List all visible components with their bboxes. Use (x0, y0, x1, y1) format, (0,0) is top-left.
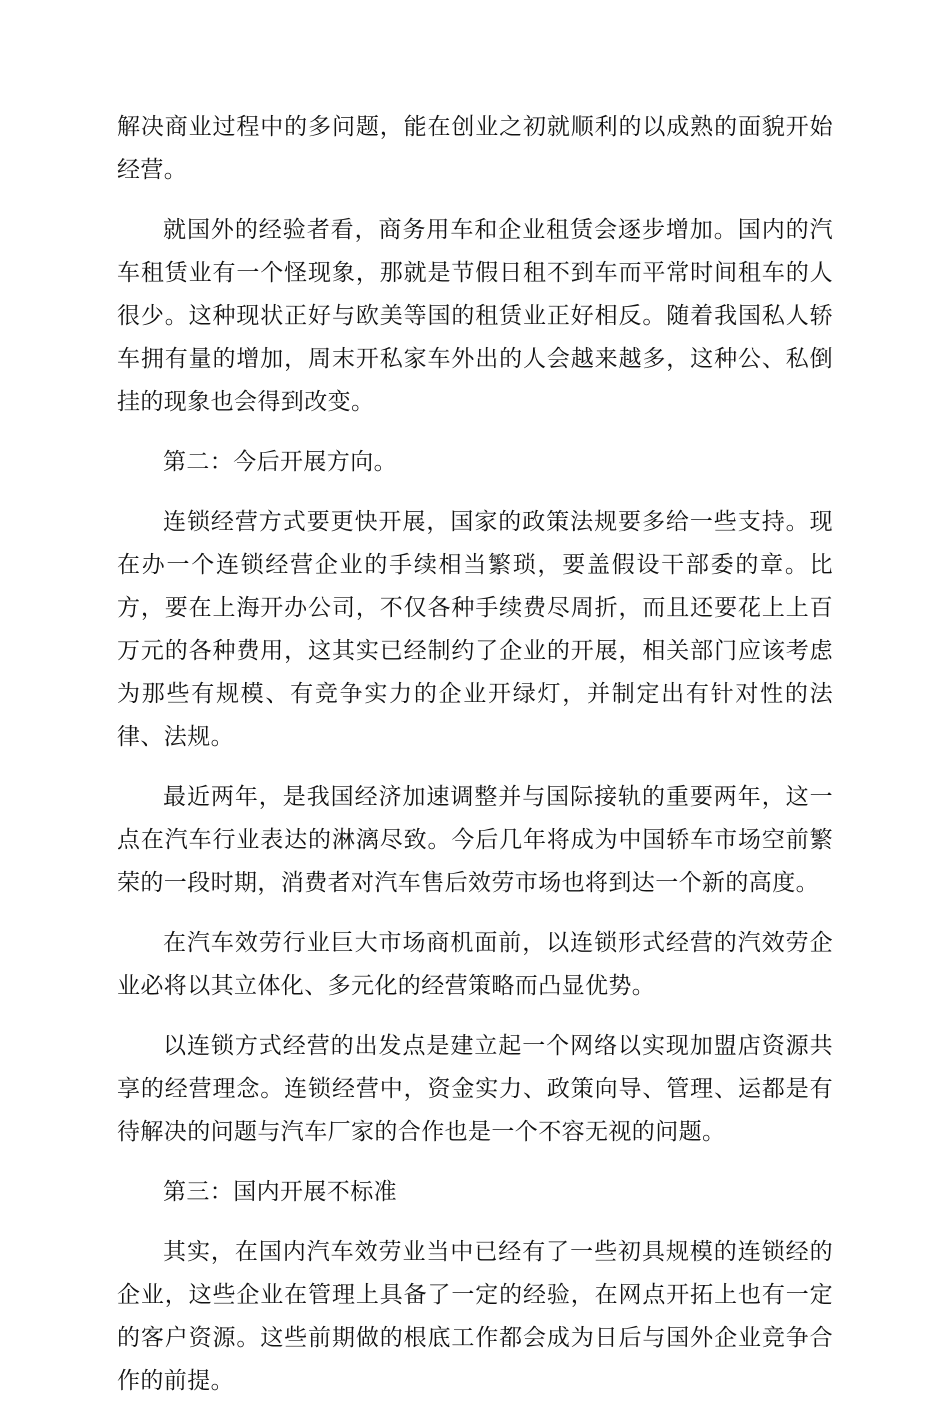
paragraph-continuation: 解决商业过程中的多问题，能在创业之初就顺利的以成熟的面貌开始经营。 (117, 114, 833, 183)
paragraph-chain-policy: 连锁经营方式要更快开展，国家的政策法规要多给一些支持。现在办一个连锁经营企业的手续相当繁琐，要盖假设干部委的章。比方，要在上海开办公司，不仅各种手续费尽周折，而且还要花上上百万元的各种费用，这其实已经制约了企业的开展，相关部门应该考虑为那些有规模、有竞争实力的企业开绿灯，并制定出有针对性的法律、法规。 (117, 509, 833, 750)
paragraph-market-opportunity: 在汽车效劳行业巨大市场商机面前，以连锁形式经营的汽效劳企业必将以其立体化、多元化的经营策略而凸显优势。 (117, 930, 833, 999)
section-heading-third: 第三：国内开展不标准 (163, 1179, 397, 1205)
paragraph-chain-network: 以连锁方式经营的出发点是建立起一个网络以实现加盟店资源共享的经营理念。连锁经营中，资金实力、政策向导、管理、运都是有待解决的问题与汽车厂家的合作也是一个不容无视的问题。 (117, 1033, 833, 1145)
paragraph-domestic-chains: 其实，在国内汽车效劳业当中已经有了一些初具规模的连锁经的企业，这些企业在管理上具备了一定的经验，在网点开拓上也有一定的客户资源。这些前期做的根底工作都会成为日后与国外企业竞争合作的前提。 (117, 1239, 833, 1394)
section-heading-second: 第二：今后开展方向。 (163, 449, 397, 475)
document-page (117, 106, 833, 1420)
paragraph-rental-trends: 就国外的经验者看，商务用车和企业租赁会逐步增加。国内的汽车租赁业有一个怪现象，那就是节假日租不到车而平常时间租车的人很少。这种现状正好与欧美等国的租赁业正好相反。随着我国私人轿车拥有量的增加，周末开私家车外出的人会越来越多，这种公、私倒挂的现象也会得到改变。 (117, 217, 833, 415)
paragraph-recent-years: 最近两年，是我国经济加速调整并与国际接轨的重要两年，这一点在汽车行业表达的淋漓尽致。今后几年将成为中国轿车市场空前繁荣的一段时期，消费者对汽车售后效劳市场也将到达一个新的高度。 (117, 784, 833, 896)
